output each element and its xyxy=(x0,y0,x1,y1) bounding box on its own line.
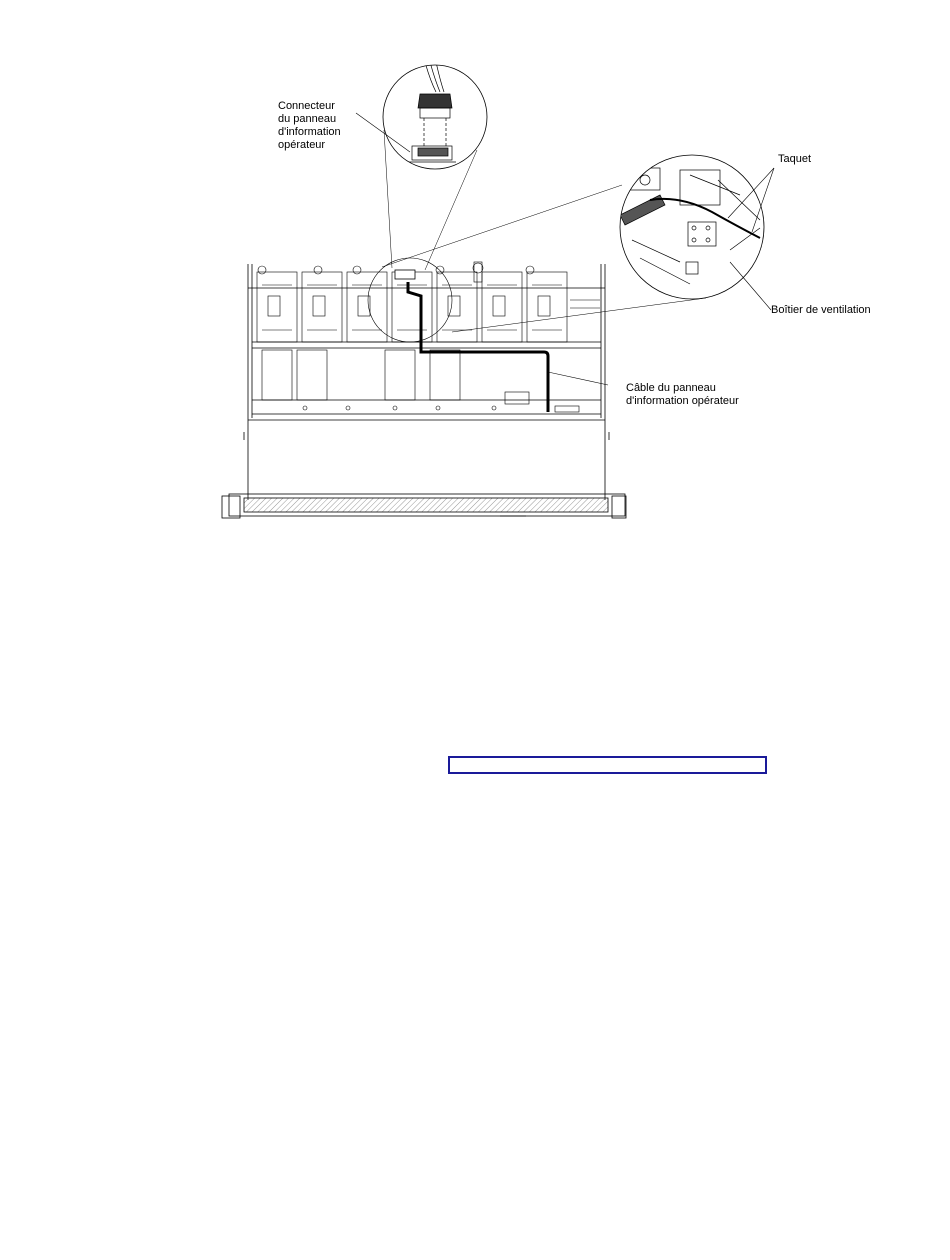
fan-module-7 xyxy=(527,272,567,342)
fan-module-6 xyxy=(482,272,522,342)
server-chassis xyxy=(222,264,626,518)
blank-outlined-box xyxy=(448,756,767,774)
fan-housing-label: Boîtier de ventilation xyxy=(771,304,871,316)
fan-module-3 xyxy=(347,272,387,342)
fan-module-1 xyxy=(257,272,297,342)
cable-connector xyxy=(395,270,415,279)
connector-zoom-inset xyxy=(383,62,487,270)
fan-module-2 xyxy=(302,272,342,342)
tab-label: Taquet xyxy=(778,153,812,165)
connector-label: Connecteur du panneau d'information opérateur xyxy=(278,100,341,151)
tab-zoom-inset xyxy=(382,155,764,332)
fan-module-4 xyxy=(392,272,432,342)
cable-label: Câble du panneau d'information opérateur xyxy=(626,382,739,407)
